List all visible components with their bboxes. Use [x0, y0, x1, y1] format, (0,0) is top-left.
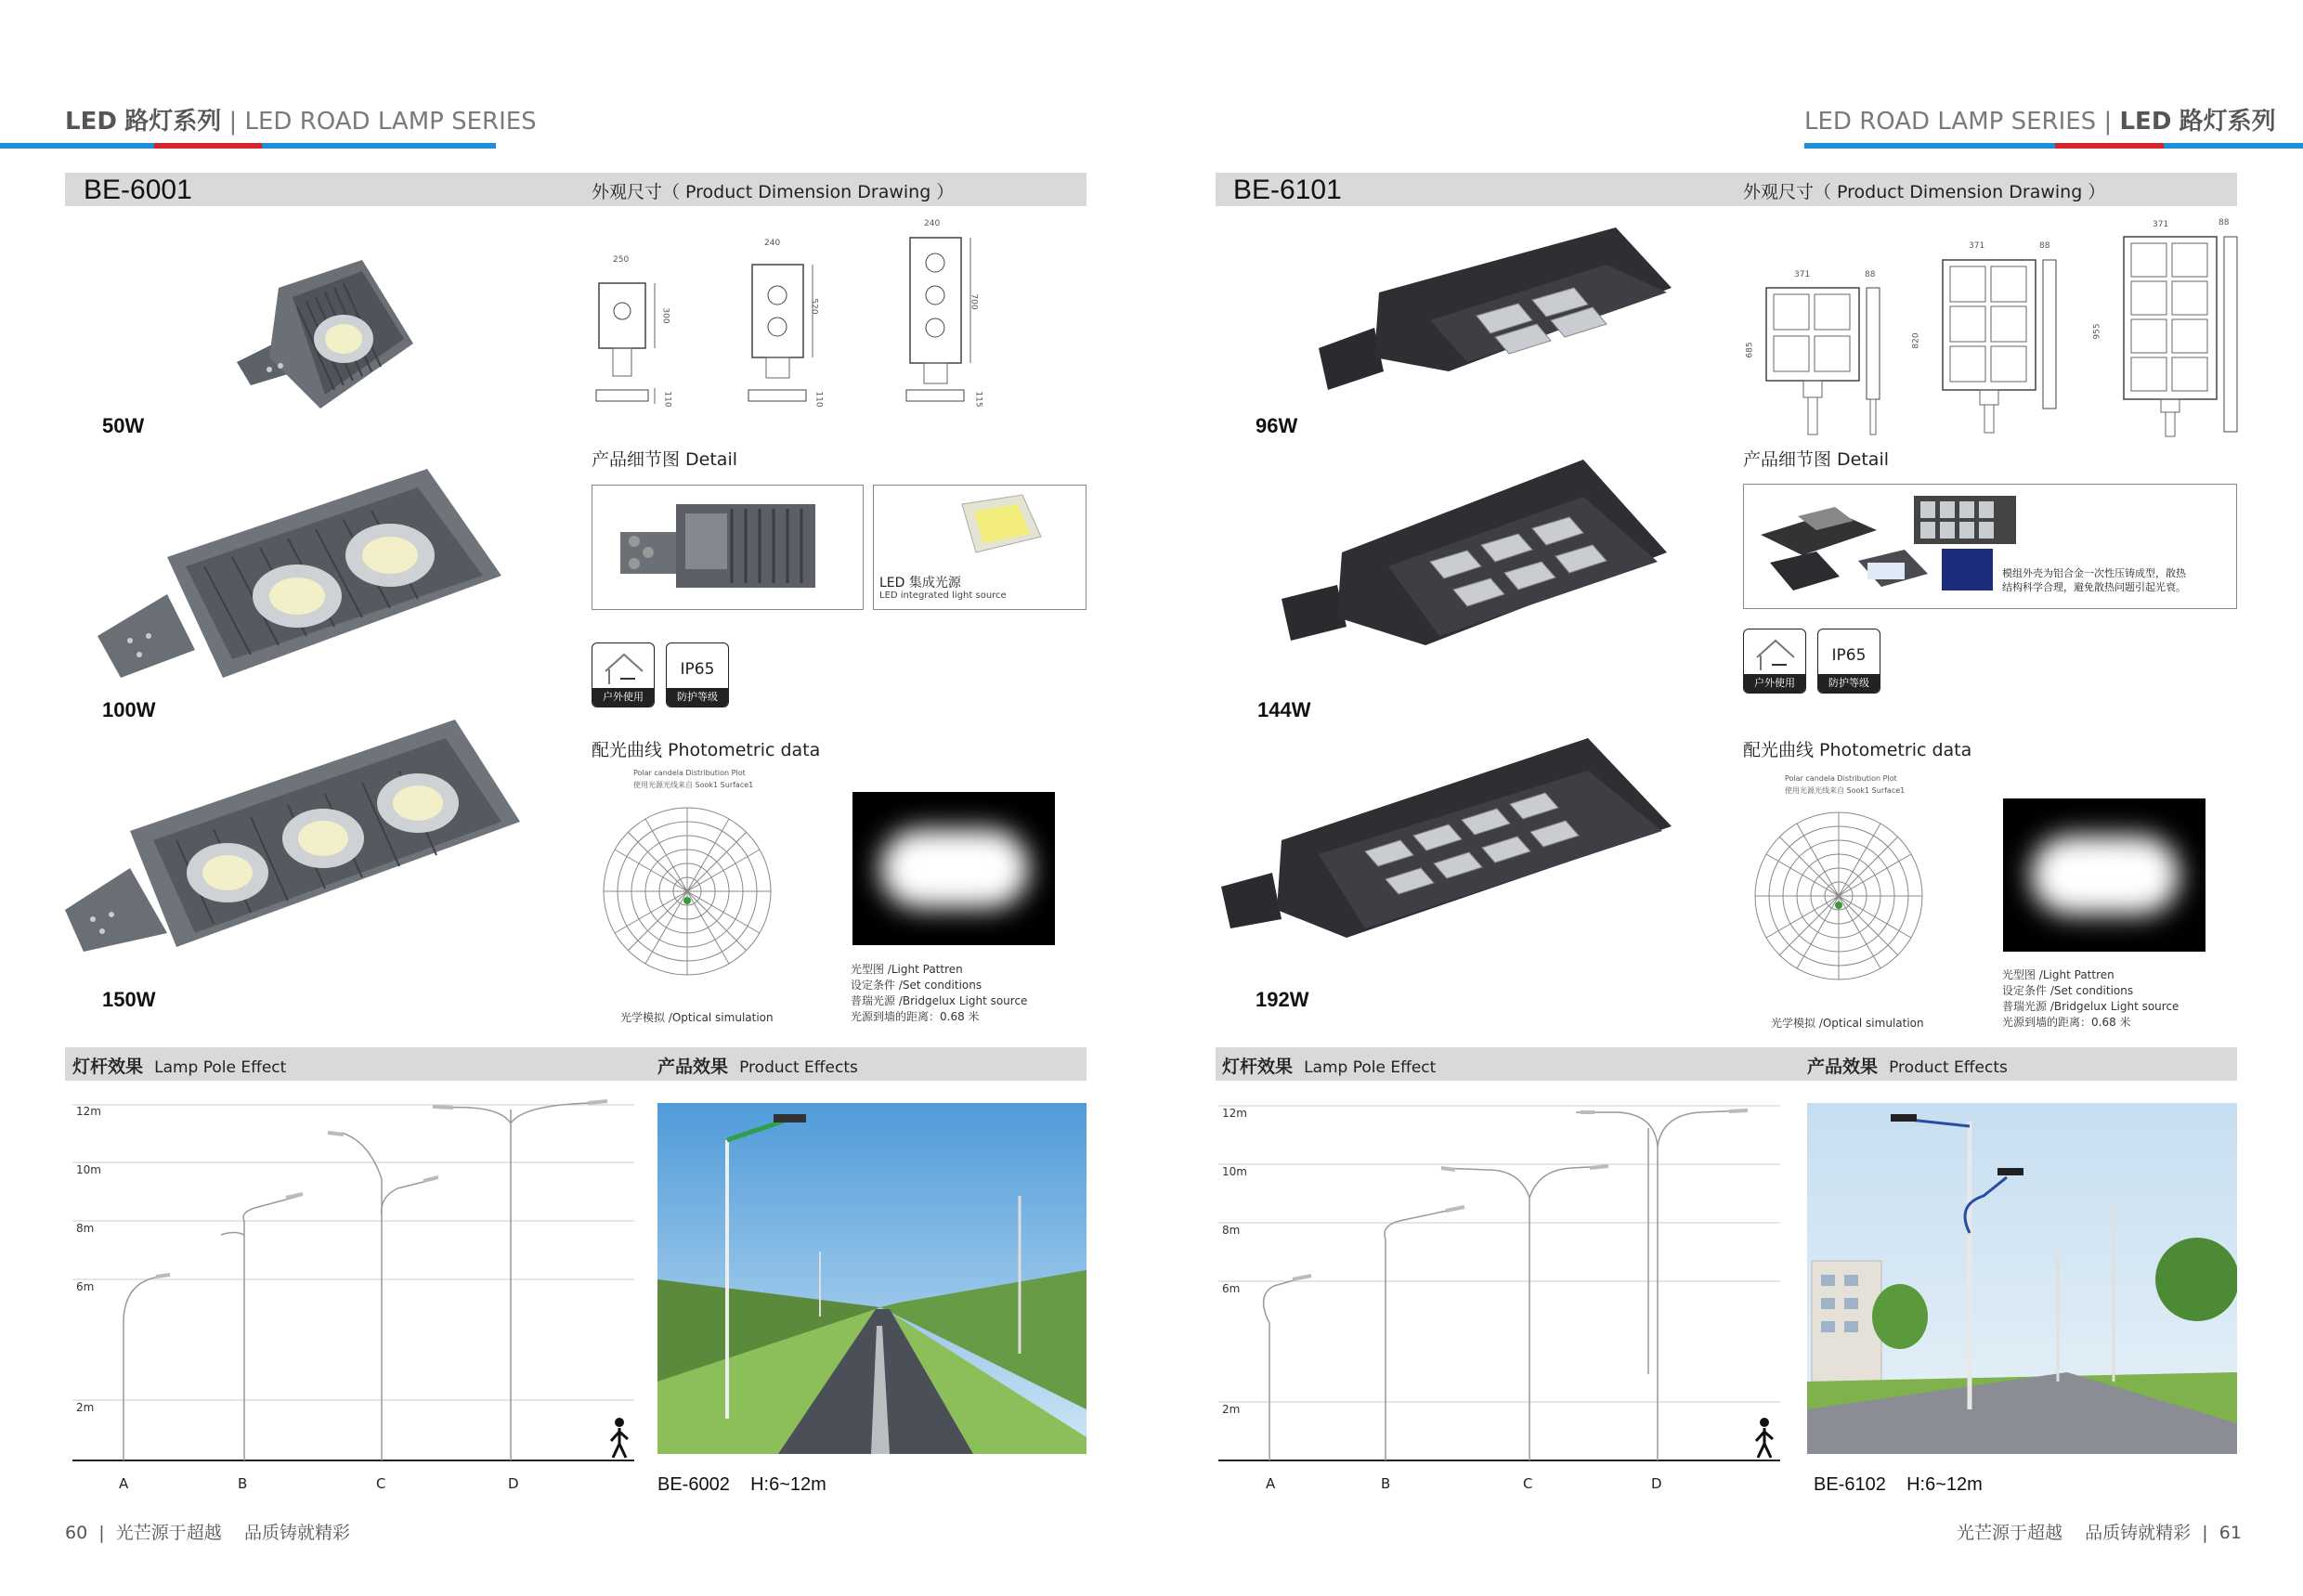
photo-height: H:6~12m — [1906, 1474, 1983, 1495]
header-cn: 路灯系列 — [124, 108, 222, 136]
photo-caption — [1814, 1474, 1983, 1496]
light-info-line: 设定条件 /Set conditions — [851, 979, 982, 992]
polar-plot-title: Polar candela Distribution Plot — [1785, 774, 1897, 783]
footer-slogan: 光芒源于超越 品质铸就精彩 — [115, 1523, 350, 1543]
dim-height: 520 — [809, 298, 819, 315]
product-effect-cn: 产品效果 — [1807, 1057, 1879, 1077]
dim-drawing-150w — [901, 230, 994, 416]
page-number: 60 — [65, 1523, 88, 1543]
detail-box-led-source — [873, 485, 1086, 610]
led-source-caption-en: LED integrated light source — [879, 590, 1007, 601]
lamp-50w-image — [214, 251, 455, 418]
height-label: 12m — [76, 1105, 101, 1118]
pole-label: C — [376, 1475, 386, 1492]
lamp-100w-image — [93, 455, 511, 687]
dim-depth: 110 — [813, 391, 824, 408]
light-info-line: 光源到墙的距离：0.68 米 — [2002, 1016, 2131, 1029]
polar-plot-subtitle: 使用光源光线来自 Sook1 Surface1 — [1785, 786, 1906, 795]
header-red-bar — [154, 143, 262, 149]
height-label: 2m — [76, 1401, 95, 1414]
light-info-line: 普瑞光源 /Bridgelux Light source — [2002, 1000, 2179, 1013]
photometric-title: 配光曲线 Photometric data — [1743, 740, 1972, 760]
outdoor-use-label: 户外使用 — [1744, 674, 1805, 693]
photo-model: BE-6002 — [657, 1474, 730, 1495]
header-blue-bar — [1804, 143, 2055, 149]
photo-model: BE-6102 — [1814, 1474, 1886, 1495]
watt-label: 192W — [1256, 988, 1309, 1011]
lamp-144w-image — [1277, 460, 1685, 655]
pole-height-chart — [1218, 1096, 1785, 1467]
height-label: 8m — [76, 1222, 95, 1235]
dim-depth: 88 — [1865, 270, 1876, 279]
header-en: LED ROAD LAMP SERIES — [1804, 108, 2097, 136]
right-header — [1804, 102, 2276, 136]
left-header — [65, 102, 537, 136]
product-effect-cn: 产品效果 — [657, 1057, 729, 1077]
height-label: 10m — [1222, 1165, 1247, 1178]
photometric-title: 配光曲线 Photometric data — [592, 740, 821, 760]
detail-text-line: 模组外壳为铝合金一次性压铸成型，散热 — [2002, 567, 2186, 579]
pole-label: C — [1523, 1475, 1533, 1492]
detail-text-line: 结构科学合理，避免散热问题引起光衰。 — [2002, 581, 2186, 593]
dimension-title: 外观尺寸（ Product Dimension Drawing ） — [592, 182, 955, 202]
product-effect-title — [657, 1053, 858, 1078]
light-pattern-image — [852, 792, 1055, 945]
left-footer — [65, 1519, 350, 1544]
footer-sep: | — [2202, 1523, 2208, 1543]
watt-label: 50W — [102, 414, 145, 437]
right-footer — [1957, 1519, 2242, 1544]
watt-label: 96W — [1256, 414, 1298, 437]
dim-height: 955 — [2092, 323, 2102, 340]
height-label: 8m — [1222, 1224, 1241, 1237]
street-photo — [1807, 1103, 2237, 1454]
light-info — [2002, 967, 2179, 1031]
light-info-line: 光型图 /Light Pattren — [2002, 968, 2114, 981]
height-label: 6m — [76, 1280, 95, 1293]
light-info-line: 普瑞光源 /Bridgelux Light source — [851, 994, 1028, 1007]
pole-effect-cn: 灯杆效果 — [72, 1057, 144, 1077]
page-number: 61 — [2218, 1523, 2242, 1543]
header-sep: | — [228, 108, 238, 136]
pole-label: B — [238, 1475, 248, 1492]
light-info-line: 设定条件 /Set conditions — [2002, 984, 2134, 997]
pole-label: A — [119, 1475, 129, 1492]
dim-depth: 88 — [2039, 241, 2050, 251]
product-effect-en: Product Effects — [739, 1058, 858, 1077]
light-glow — [2031, 836, 2179, 915]
product-effect-title — [1807, 1053, 2008, 1078]
road-photo — [657, 1103, 1086, 1454]
polar-plot-subtitle: 使用光源光线来自 Sook1 Surface1 — [633, 781, 754, 789]
outdoor-use-label: 户外使用 — [592, 688, 654, 707]
photo-height: H:6~12m — [750, 1474, 826, 1495]
header-blue-bar — [2164, 143, 2303, 149]
pole-label: D — [1651, 1475, 1662, 1492]
header-en: LED ROAD LAMP SERIES — [244, 108, 537, 136]
ip65-badge — [1817, 629, 1880, 694]
light-info — [851, 962, 1027, 1025]
optical-simulation-caption: 光学模拟 /Optical simulation — [1771, 1017, 1924, 1030]
header-led: LED — [2119, 108, 2172, 136]
pole-effect-cn: 灯杆效果 — [1222, 1057, 1294, 1077]
detail-text — [2002, 566, 2186, 594]
pole-effect-en: Lamp Pole Effect — [154, 1058, 287, 1077]
model-name: BE-6101 — [1233, 175, 1342, 205]
light-glow — [880, 829, 1029, 908]
header-led: LED — [65, 108, 117, 136]
detail-box — [1743, 484, 2237, 609]
lamp-150w-image — [65, 720, 529, 961]
ip65-text: IP65 — [1831, 646, 1867, 665]
dim-width: 240 — [924, 219, 941, 228]
outdoor-use-badge — [592, 642, 655, 707]
dim-drawing-144w — [1932, 253, 2071, 438]
dimension-title: 外观尺寸（ Product Dimension Drawing ） — [1743, 182, 2106, 202]
polar-plot — [594, 794, 799, 998]
height-label: 10m — [76, 1163, 101, 1176]
header-sep: | — [2103, 108, 2113, 136]
footer-sep: | — [98, 1523, 105, 1543]
pole-label: B — [1381, 1475, 1391, 1492]
pole-label: A — [1266, 1475, 1276, 1492]
led-source-caption-cn: LED 集成光源 — [879, 576, 961, 590]
pole-effect-title — [72, 1053, 286, 1078]
product-effect-en: Product Effects — [1889, 1058, 2008, 1077]
dim-height: 300 — [660, 307, 670, 324]
polar-plot — [1746, 798, 1950, 1003]
dim-height: 820 — [1911, 332, 1921, 349]
watt-label: 100W — [102, 698, 156, 721]
light-pattern-image — [2003, 798, 2205, 952]
pole-effect-en: Lamp Pole Effect — [1304, 1058, 1437, 1077]
dim-width: 371 — [1969, 241, 1985, 251]
dim-height: 700 — [969, 293, 979, 310]
header-red-bar — [2055, 143, 2164, 149]
detail-title: 产品细节图 Detail — [592, 449, 738, 470]
height-label: 2m — [1222, 1403, 1241, 1416]
light-info-line: 光型图 /Light Pattren — [851, 963, 963, 976]
ip65-badge — [666, 642, 729, 707]
detail-box-housing — [592, 485, 864, 610]
dim-drawing-96w — [1755, 280, 1894, 438]
led-chip-image — [874, 486, 1086, 569]
header-blue-bar — [0, 143, 154, 149]
dim-depth: 110 — [662, 391, 672, 408]
dim-width: 371 — [1794, 270, 1811, 279]
dim-depth: 88 — [2218, 218, 2230, 227]
dim-depth: 115 — [973, 391, 983, 408]
header-cn: 路灯系列 — [2179, 108, 2276, 136]
model-name: BE-6001 — [84, 175, 192, 205]
watt-label: 144W — [1257, 698, 1311, 721]
dim-width: 250 — [613, 255, 630, 265]
light-info-line: 光源到墙的距离：0.68 米 — [851, 1010, 980, 1023]
height-label: 12m — [1222, 1107, 1247, 1120]
detail-title: 产品细节图 Detail — [1743, 449, 1890, 470]
protection-level-label: 防护等级 — [667, 688, 728, 707]
pole-height-chart — [72, 1096, 639, 1467]
house-icon — [1744, 629, 1806, 674]
lamp-192w-image — [1217, 738, 1681, 942]
photo-caption — [657, 1474, 826, 1496]
ip65-text: IP65 — [680, 660, 715, 679]
pole-label: D — [508, 1475, 519, 1492]
dim-width: 240 — [764, 239, 781, 248]
polar-plot-title: Polar candela Distribution Plot — [633, 769, 746, 777]
lamp-housing-image — [592, 486, 863, 609]
optical-simulation-caption: 光学模拟 /Optical simulation — [620, 1011, 774, 1024]
dim-height: 685 — [1745, 342, 1755, 358]
person-icon-head — [615, 1418, 624, 1427]
height-label: 6m — [1222, 1282, 1241, 1295]
dim-width: 371 — [2153, 220, 2169, 229]
outdoor-use-badge — [1743, 629, 1806, 694]
header-blue-bar — [262, 143, 496, 149]
dim-drawing-192w — [2113, 232, 2252, 441]
lamp-96w-image — [1309, 218, 1681, 404]
pole-effect-title — [1222, 1053, 1436, 1078]
house-icon — [592, 643, 655, 688]
footer-slogan: 光芒源于超越 品质铸就精彩 — [1957, 1523, 2192, 1543]
protection-level-label: 防护等级 — [1818, 674, 1880, 693]
watt-label: 150W — [102, 988, 156, 1011]
